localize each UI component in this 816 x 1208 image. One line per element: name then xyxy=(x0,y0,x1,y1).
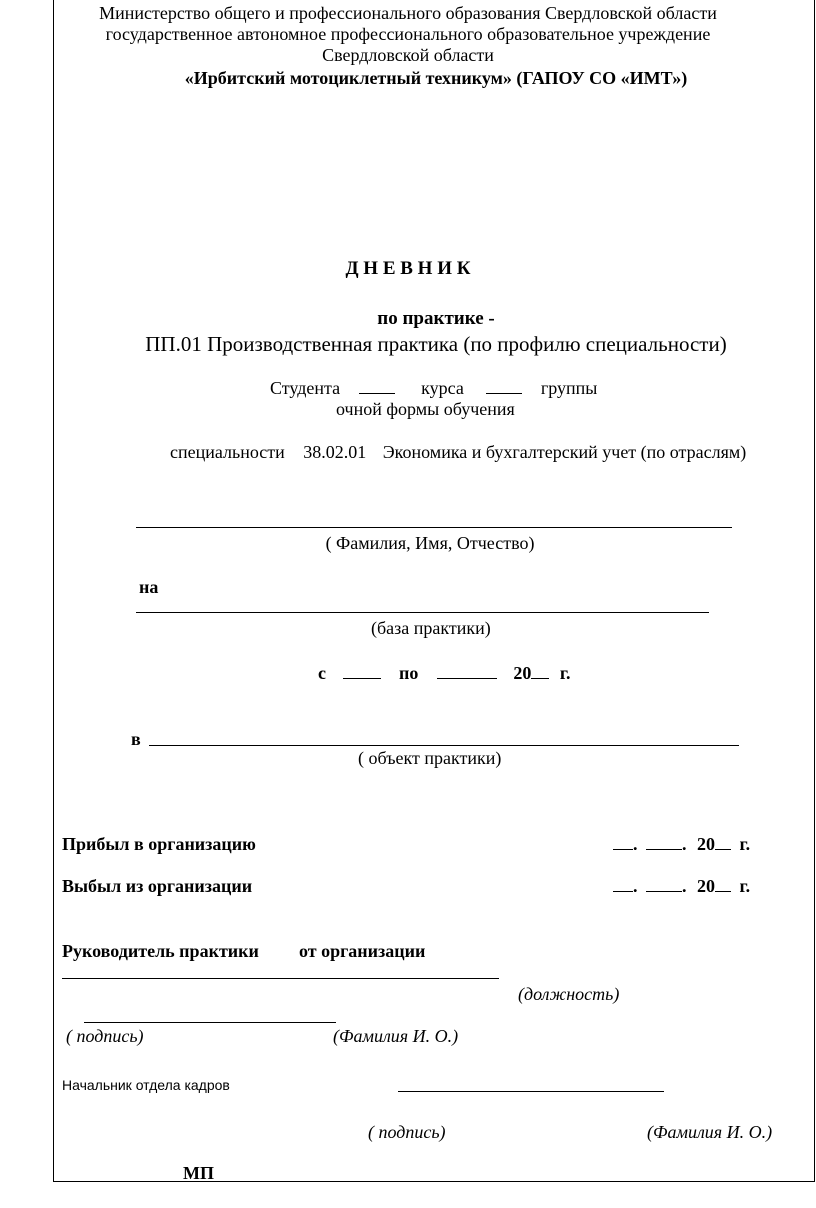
hr-name-caption: (Фамилия И. О.) xyxy=(647,1122,773,1142)
hr-signature-line[interactable] xyxy=(398,1091,664,1092)
student-label: Студента xyxy=(270,378,341,398)
header-institution-name: «Ирбитский мотоциклетный техникум» (ГАПОУ СО «ИМТ») xyxy=(184,68,688,88)
arrived-year-prefix: 20 xyxy=(697,834,715,854)
arrived-day-blank[interactable] xyxy=(613,848,633,850)
in-label: в xyxy=(131,729,141,749)
supervisor-position-line[interactable] xyxy=(62,978,499,979)
group-label: группы xyxy=(540,378,598,398)
arrived-year-suffix: г. xyxy=(739,834,751,854)
left-year-blank[interactable] xyxy=(715,890,731,892)
specialty-code: 38.02.01 xyxy=(303,442,367,462)
course-label: курса xyxy=(421,378,464,398)
to-date-blank[interactable] xyxy=(437,677,497,679)
specialty-name: Экономика и бухгалтерский учет (по отраслям) xyxy=(382,442,747,462)
document-title: Д Н Е В Н И К xyxy=(345,258,471,279)
object-caption: ( объект практики) xyxy=(358,748,502,768)
left-year-prefix: 20 xyxy=(697,876,715,896)
to-label: по xyxy=(399,663,419,683)
position-caption: (должность) xyxy=(518,984,620,1004)
practice-subtitle: по практике - xyxy=(377,308,495,329)
base-line[interactable] xyxy=(136,612,709,613)
on-label: на xyxy=(139,577,159,597)
left-date: . . 20 г. xyxy=(613,877,750,895)
specialty-label: специальности xyxy=(170,442,285,462)
object-line[interactable] xyxy=(149,745,739,746)
arrived-label: Прибыл в организацию xyxy=(62,834,256,854)
header-region: Свердловской области xyxy=(322,45,494,65)
specialty-line xyxy=(170,443,746,461)
hr-label: Начальник отдела кадров xyxy=(62,1077,230,1093)
hr-signature-caption: ( подпись) xyxy=(368,1122,446,1142)
supervisor-signature-caption: ( подпись) xyxy=(66,1026,144,1046)
year-suffix: г. xyxy=(559,663,571,683)
page-frame xyxy=(53,0,815,1182)
header-institution-type: государственное автономное профессионального образовательное учреждение xyxy=(105,24,711,44)
course-blank[interactable] xyxy=(359,392,395,394)
study-form: очной формы обучения xyxy=(336,399,515,419)
supervisor-signature-line[interactable] xyxy=(84,1022,336,1023)
left-month-blank[interactable] xyxy=(646,890,682,892)
supervisor-label: Руководитель практики xyxy=(62,941,259,961)
left-year-suffix: г. xyxy=(739,876,751,896)
left-label: Выбыл из организации xyxy=(62,876,253,896)
fio-caption: ( Фамилия, Имя, Отчество) xyxy=(325,533,535,553)
arrived-date: . . 20 г. xyxy=(613,835,750,853)
year-prefix: 20 xyxy=(513,663,532,683)
practice-name: ПП.01 Производственная практика (по профилю специальности) xyxy=(145,332,727,356)
arrived-month-blank[interactable] xyxy=(646,848,682,850)
base-caption: (база практики) xyxy=(371,618,491,638)
year-blank[interactable] xyxy=(531,677,549,679)
from-label: с xyxy=(318,663,326,683)
student-line xyxy=(270,379,597,397)
period-line xyxy=(318,664,571,682)
left-day-blank[interactable] xyxy=(613,890,633,892)
from-date-blank[interactable] xyxy=(343,677,381,679)
fio-line[interactable] xyxy=(136,527,732,528)
header-ministry: Министерство общего и профессионального образования Свердловской области xyxy=(99,3,717,23)
arrived-year-blank[interactable] xyxy=(715,848,731,850)
supervisor-org-label: от организации xyxy=(299,941,426,961)
stamp-label: МП xyxy=(183,1163,214,1183)
group-blank[interactable] xyxy=(486,392,522,394)
supervisor-name-caption: (Фамилия И. О.) xyxy=(333,1026,459,1046)
